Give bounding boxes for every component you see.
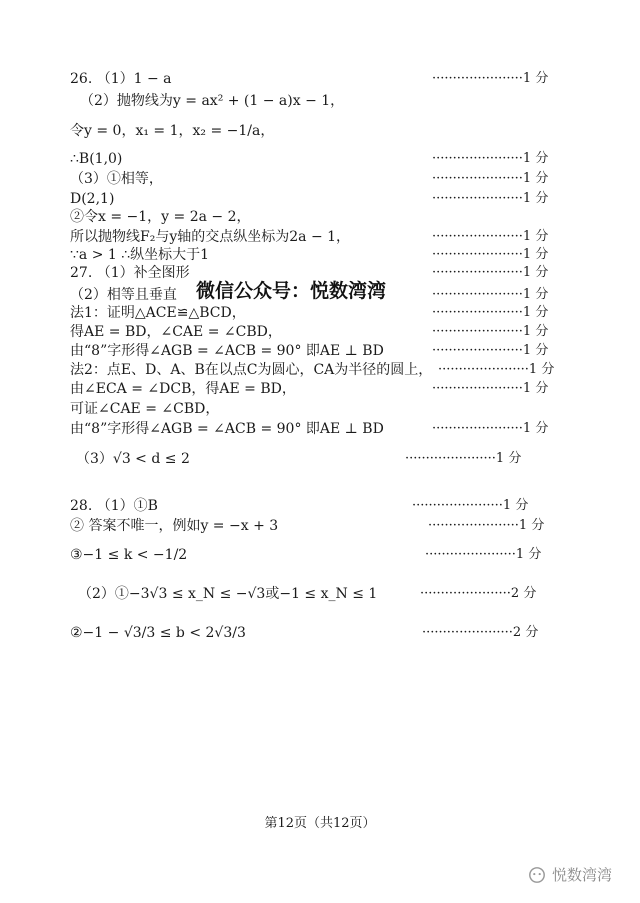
score-q27-m1: ······················1 分	[432, 305, 549, 320]
score-q27-m2: ······················1 分	[438, 362, 555, 377]
q27-part2: （2）相等且垂直	[70, 287, 177, 303]
q27-method1-angle: 由“8”字形得∠AGB = ∠ACB = 90° 即AE ⊥ BD	[70, 343, 384, 359]
q27-method2: 法2：点E、D、A、B在以点C为圆心，CA为半径的圆上，	[70, 362, 433, 378]
score-q28-1a: ······················1 分	[412, 498, 529, 513]
q26-part1: 26. （1）1 − a	[70, 71, 172, 87]
score-q26-d: ······················1 分	[432, 191, 549, 206]
score-q28-1b: ······················1 分	[428, 518, 545, 533]
q26-conclusion: ∵a > 1 ∴纵坐标大于1	[70, 247, 210, 263]
q27-method2-prove: 可证∠CAE = ∠CBD，	[70, 401, 220, 417]
q26-let-x: ②令x = −1，y = 2a − 2，	[70, 209, 251, 225]
score-q26-1: ······················1 分	[432, 71, 549, 86]
score-q27-m1-eq: ······················1 分	[432, 324, 549, 339]
score-q27-m2-angle: ······················1 分	[432, 421, 549, 436]
brand-badge	[528, 864, 612, 885]
page-footer: 第12页（共12页）	[264, 816, 376, 831]
q27-method2-eq: 由∠ECA = ∠DCB，得AE = BD，	[70, 381, 296, 397]
brand-label: 悦数湾湾	[552, 866, 613, 884]
score-q28-2b: ······················2 分	[422, 625, 539, 640]
score-q26-b: ······················1 分	[432, 151, 549, 166]
q26-point-d: D(2,1)	[70, 191, 115, 207]
q26-roots: 令y = 0，x₁ = 1，x₂ = −1/a，	[70, 123, 275, 139]
q28-part1-3: ③−1 ≤ k < −1/2	[70, 547, 188, 563]
q27-part1: 27. （1）补全图形	[70, 265, 190, 281]
q27-part3: （3）√3 < d ≤ 2	[76, 451, 190, 467]
score-q26-intercept: ······················1 分	[432, 229, 549, 244]
score-q27-3: ······················1 分	[405, 451, 522, 466]
score-q26-3a: ······················1 分	[432, 171, 549, 186]
score-q27-m1-angle: ······················1 分	[432, 343, 549, 358]
q26-part2-parabola: （2）抛物线为y = ax² + (1 − a)x − 1，	[80, 93, 345, 109]
score-q27-1: ······················1 分	[432, 265, 549, 280]
score-q26-final: ······················1 分	[432, 247, 549, 262]
score-q28-2a: ······················2 分	[420, 586, 537, 601]
q27-method1-eq: 得AE = BD，∠CAE = ∠CBD，	[70, 324, 282, 340]
q27-method2-angle: 由“8”字形得∠AGB = ∠ACB = 90° 即AE ⊥ BD	[70, 421, 384, 437]
watermark-text: 微信公众号：悦数湾湾	[196, 280, 387, 302]
score-q28-1c: ······················1 分	[425, 547, 542, 562]
q26-point-b: ∴B(1,0)	[70, 151, 123, 167]
wechat-icon	[528, 866, 546, 884]
q28-part1-2: ② 答案不唯一，例如y = −x + 3	[70, 518, 279, 534]
q28-part2-2: ②−1 − √3/3 ≤ b < 2√3/3	[70, 625, 246, 641]
score-q27-2: ······················1 分	[432, 287, 549, 302]
q26-intercept: 所以抛物线F₂与y轴的交点纵坐标为2a − 1，	[70, 229, 351, 245]
q28-part1: 28. （1）①B	[70, 498, 158, 514]
q28-part2-1: （2）①−3√3 ≤ x_N ≤ −√3或−1 ≤ x_N ≤ 1	[78, 586, 378, 602]
score-q27-m2-eq: ······················1 分	[432, 381, 549, 396]
q27-method1: 法1：证明△ACE≌△BCD，	[70, 305, 246, 321]
q26-part3-equal: （3）①相等，	[70, 171, 163, 187]
